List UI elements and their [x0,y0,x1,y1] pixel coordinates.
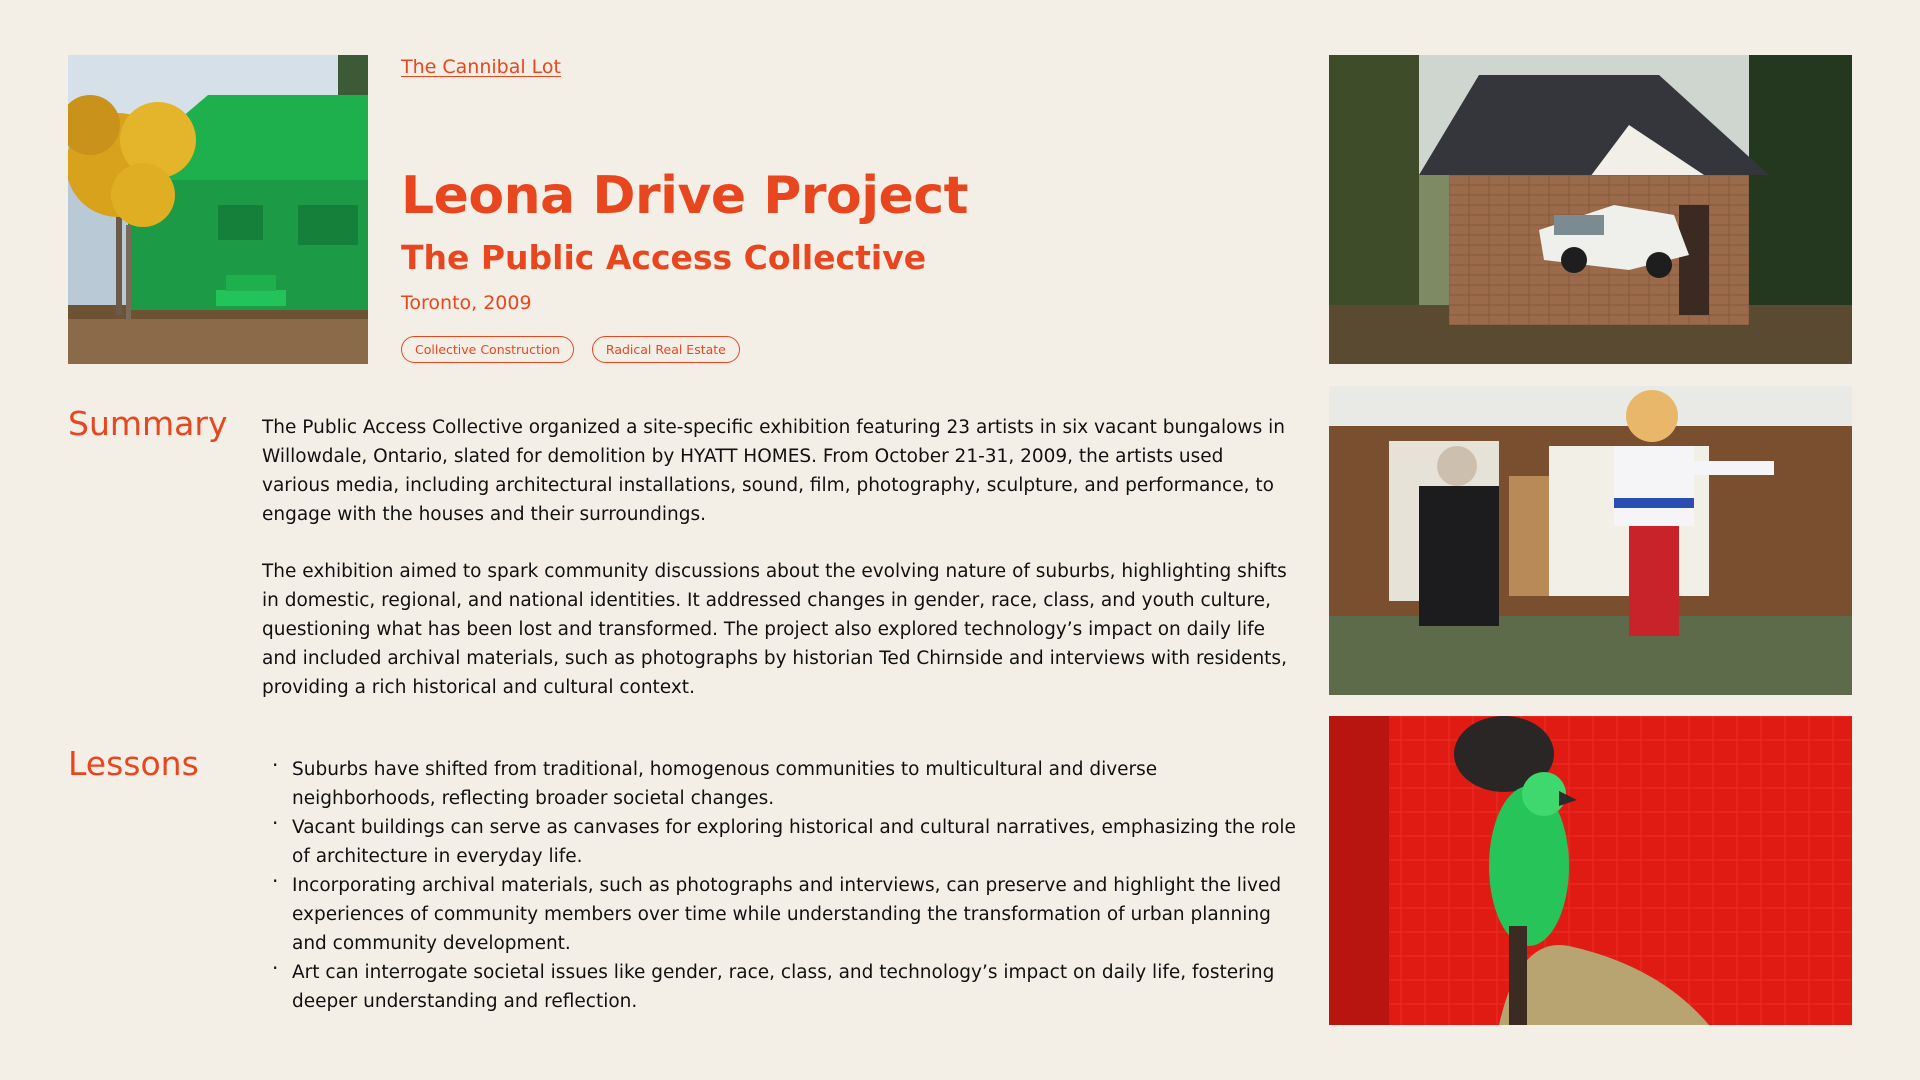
summary-paragraph: The exhibition aimed to spark community discussions about the evolving nature of suburbs, highlighting shifts in domestic, regional, and national identities. It addressed changes in gender, race, class, and youth culture, questioning what has been lost and transformed. The project also explored technology’s impact on daily life and included archival materials, such as photographs by historian Ted Chirnside and interviews with residents, providing a rich historical and cultural context. [262,561,1287,698]
green-parrot-photo [1329,716,1852,1025]
lessons-list [272,755,1296,1016]
lessons-heading: Lessons [68,744,199,783]
lesson-item: · Incorporating archival materials, such as photographs and interviews, can preserve and highlight the lived experiences of community members over time while understanding the transformation of urban planning and community development. [272,871,1296,958]
summary-heading: Summary [68,404,228,443]
lesson-item: · Vacant buildings can serve as canvases for exploring historical and cultural narratives, emphasizing the role of architecture in everyday life. [272,813,1296,871]
summary-paragraph: The Public Access Collective organized a site-specific exhibition featuring 23 artists in six vacant bungalows in Willowdale, Ontario, slated for demolition by HYATT HOMES. From October 21-31, 2009, the artists used various media, including architectural installations, sound, film, photography, sculpture, and performance, to engage with the houses and their surroundings. [262,417,1285,525]
lesson-item: · Suburbs have shifted from traditional, homogenous communities to multicultural and diverse neighborhoods, reflecting broader societal changes. [272,755,1296,813]
green-house-photo [68,55,368,364]
breadcrumb-link[interactable]: The Cannibal Lot [401,56,561,78]
page-subtitle: The Public Access Collective [401,238,927,277]
tag-collective-construction[interactable]: Collective Construction [401,336,574,363]
car-in-house-photo [1329,55,1852,364]
tag-radical-real-estate[interactable]: Radical Real Estate [592,336,740,363]
tag-list [401,336,740,363]
location-year: Toronto, 2009 [401,292,532,314]
summary-body [262,413,1296,730]
car-boy-photo [1329,386,1852,695]
page-title: Leona Drive Project [401,166,968,226]
lesson-item: · Art can interrogate societal issues like gender, race, class, and technology’s impact on daily life, fostering deeper understanding and reflection. [272,958,1296,1016]
